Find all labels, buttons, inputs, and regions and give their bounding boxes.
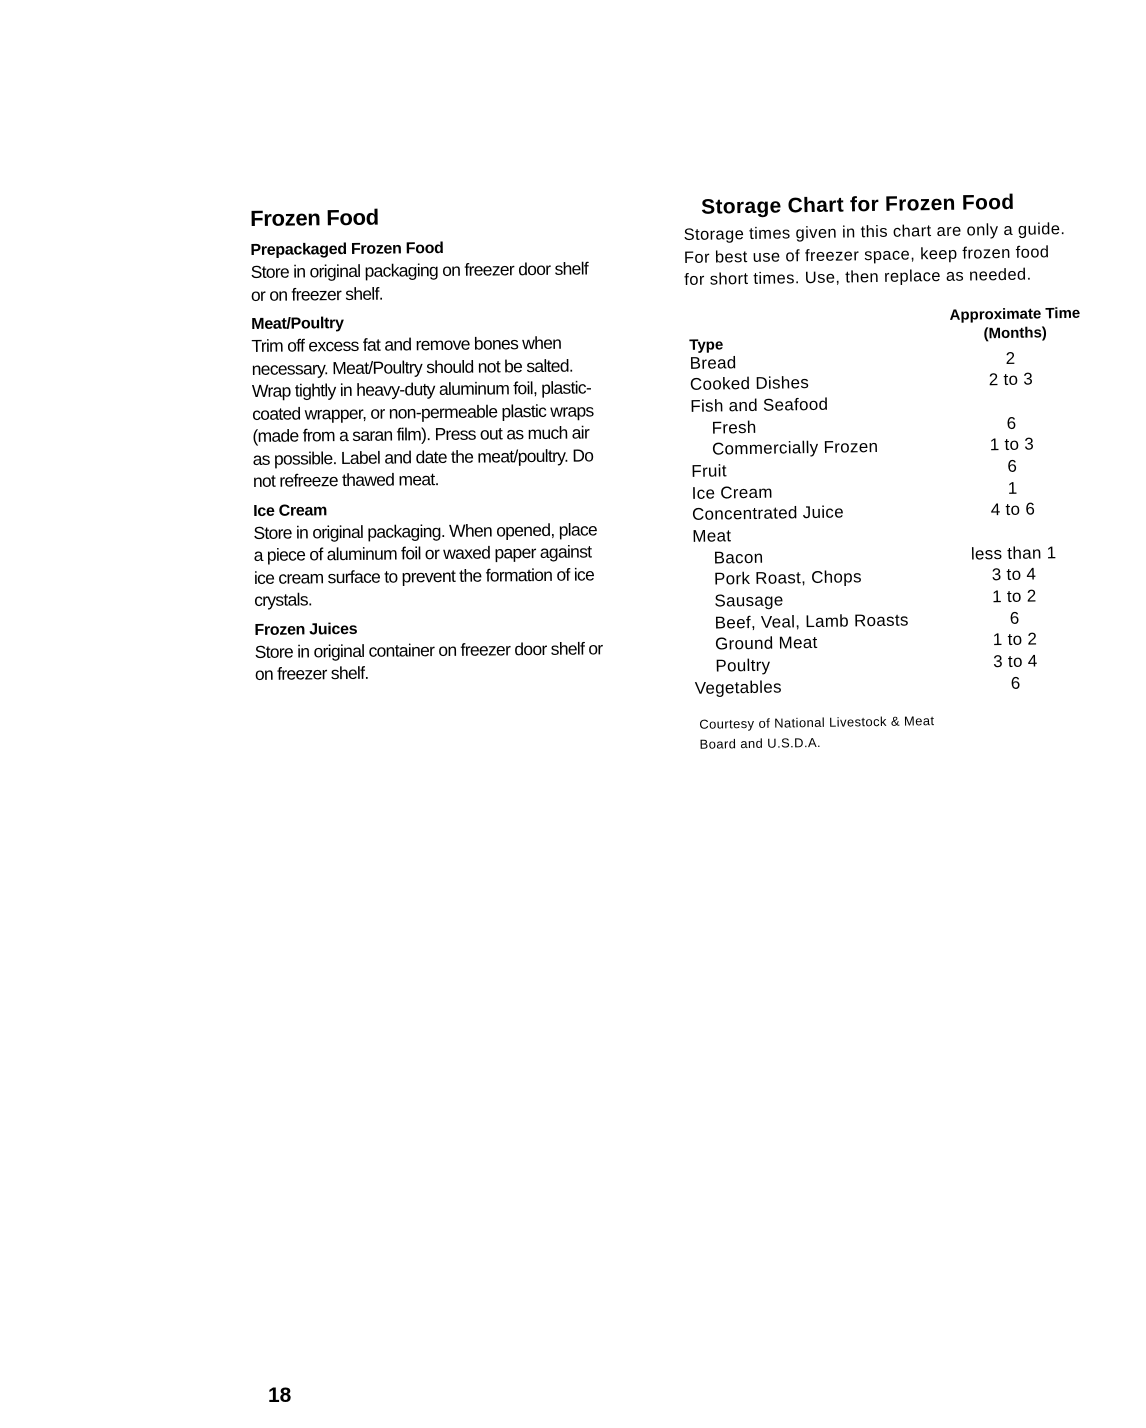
time-header-line2: (Months) [983,323,1047,342]
time-column-header [930,303,1101,344]
food-type: Vegetables [694,677,783,698]
meat-poultry-body: Trim off excess fat and remove bones when necessary. Meat/Poultry should not be salted. Wrap tightly in heavy-duty aluminum foil, plastic-coated wrapper, or non-permeable plastic wraps (made from a saran film). Press out as much air as possible. Label and date the meat/poultry. Do not refreeze thawed meat. [251,332,594,491]
ice-cream-body: Store in original packaging. When opened, place a piece of aluminum foil or waxed paper against ice cream surface to prevent the formation of ice crystals. [253,518,598,610]
storage-time: 4 to 6 [990,499,1036,520]
food-type: Meat [692,526,732,546]
food-type: Fresh [711,417,757,438]
prepackaged-body: Store in original packaging on freezer door shelf or on freezer shelf. [250,258,589,305]
meat-poultry-heading: Meat/Poultry [251,315,344,333]
storage-time: 3 to 4 [991,564,1037,585]
food-type: Concentrated Juice [691,502,845,525]
food-type: Commercially Frozen [711,437,879,459]
food-type: Pork Roast, Chops [713,567,862,589]
storage-chart-intro: Storage times given in this chart are only a guide. For best use of freezer space, keep frozen food for short times. Use, then replace as needed. [683,219,1066,289]
storage-time: 1 to 2 [992,629,1038,650]
frozen-juices-body: Store in original container on freezer door shelf or on freezer shelf. [254,637,603,684]
storage-table [685,303,1101,700]
prepackaged-heading: Prepackaged Frozen Food [250,239,444,259]
food-type: Bacon [713,547,764,568]
storage-time: 3 to 4 [993,651,1038,672]
storage-time: less than 1 [970,542,1057,564]
storage-time: 1 to 2 [992,586,1037,607]
time-header-line1: Approximate Time [949,304,1081,324]
storage-time: 6 [1006,413,1017,433]
storage-time: 2 to 3 [988,369,1034,390]
food-type: Cooked Dishes [689,373,810,395]
food-type: Beef, Veal, Lamb Roasts [714,610,909,633]
frozen-food-title: Frozen Food [250,204,379,231]
storage-time: 6 [1009,608,1020,628]
storage-time: 6 [1007,456,1018,476]
courtesy-note: Courtesy of National Livestock & Meat Board and U.S.D.A. [699,712,935,752]
storage-time: 2 [1005,348,1016,368]
food-type: Sausage [714,590,784,611]
meat-poultry-section [251,312,603,492]
page-number: 18 [268,1384,292,1407]
type-column-header: Type [689,335,724,354]
storage-chart-column [683,189,1112,754]
frozen-food-column [250,202,605,695]
storage-time: 6 [1010,673,1021,693]
storage-chart-title: Storage Chart for Frozen Food [700,190,1015,219]
food-type: Fruit [691,461,727,481]
ice-cream-section [253,499,604,612]
food-type: Ice Cream [691,482,773,503]
ice-cream-heading: Ice Cream [253,501,328,520]
storage-time: 1 [1007,478,1018,498]
frozen-juices-heading: Frozen Juices [254,620,358,639]
storage-time: 1 to 3 [989,434,1035,455]
frozen-juices-section [254,618,605,686]
table-header [685,303,1096,353]
food-type: Ground Meat [714,633,818,654]
food-type: Bread [689,352,737,373]
prepackaged-section [250,238,601,306]
food-type: Fish and Seafood [690,394,829,416]
food-type: Poultry [715,655,771,676]
